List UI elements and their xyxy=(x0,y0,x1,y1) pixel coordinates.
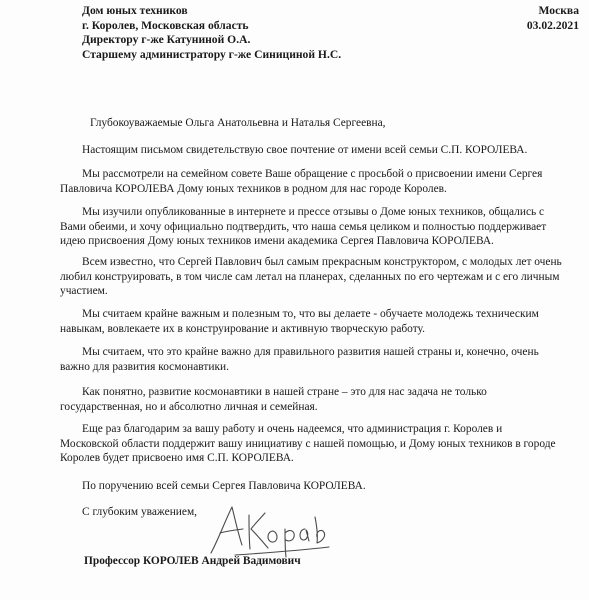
paragraph-line: Павловича КОРОЛЕВА Дому юных техников в родном для нас городе Королев. xyxy=(60,182,447,195)
paragraph-line: Мы изучили опубликованные в интернете и прессе отзывы о Доме юных техников, общались с xyxy=(82,206,545,218)
paragraph-line: Всем известно, что Сергей Павлович был самым прекрасным конструктором, с молодых лет очень xyxy=(82,256,562,268)
paragraph-6 xyxy=(60,345,538,374)
addressee-line: Директору г-же Катуниной О.А. xyxy=(82,33,251,47)
paragraph-line: важно для развития космонавтики. xyxy=(60,360,229,373)
addressee-line: Старшему администратору г-же Синициной Н.С. xyxy=(82,47,342,61)
paragraph-line: Московской области поддержит вашу инициативу с нашей помощью, и Дому юных техников в городе xyxy=(60,437,556,450)
paragraph-8 xyxy=(60,422,556,466)
closing-line: С глубоким уважением, xyxy=(82,506,198,518)
paragraph-line: Вами обеими, и хочу официально подтвердить, что наша семья целиком и полностью поддерживает xyxy=(60,220,547,233)
paragraph-7 xyxy=(60,385,538,414)
paragraph-line: Королев будет присвоено имя С.П. КОРОЛЕВА. xyxy=(60,452,294,465)
paragraph-line: государственная, но и абсолютно личная и семейная. xyxy=(60,400,318,413)
paragraph-5 xyxy=(60,307,538,336)
paragraph-4 xyxy=(60,255,562,299)
paragraph-line: идею присвоения Дому юных техников имени академика Сергея Павловича КОРОЛЕВА. xyxy=(60,235,494,248)
paragraph-line: Настоящим письмом свидетельствую свое почтение от имени всей семьи С.П. КОРОЛЕВА. xyxy=(82,144,528,156)
salutation: Глубокоуважаемые Ольга Анатольевна и Наталья Сергеевна, xyxy=(90,117,386,129)
paragraph-2 xyxy=(60,167,543,196)
paragraph-line: Как понятно, развитие космонавтики в нашей стране – это для нас задача не только xyxy=(82,386,487,398)
paragraph-3 xyxy=(60,205,547,249)
addressee-line: Дом юных техников xyxy=(82,4,188,17)
handwritten-signature xyxy=(205,493,335,563)
paragraph-line: Мы рассмотрели на семейном совете Ваше обращение с просьбой о присвоении имени Сергея xyxy=(82,168,543,180)
city: Москва xyxy=(538,4,579,17)
paragraph-line: Мы считаем крайне важным и полезным то, что вы делаете - обучаете молодежь техническим xyxy=(82,308,539,320)
addressee-line: г. Королев, Московская область xyxy=(82,18,249,32)
place-date-block xyxy=(527,4,579,33)
paragraph-line: навыкам, вовлекаете их в конструирование и активную творческую работу. xyxy=(60,322,425,335)
paragraph-line: Еще раз благодарим за вашу работу и очень надеемся, что администрация г. Королев и xyxy=(82,423,503,435)
date: 03.02.2021 xyxy=(526,18,579,32)
signer-name: Профессор КОРОЛЕВ Андрей Вадимович xyxy=(84,555,301,567)
paragraph-line: Мы считаем, что это крайне важно для правильного развития нашей страны и, конечно, очень xyxy=(82,346,539,358)
addressee-block xyxy=(82,4,341,62)
paragraph-1 xyxy=(60,143,538,158)
paragraph-line: любил конструировать, в том числе сам летал на планерах, сделанных по его чертежам и с его личным xyxy=(60,270,560,283)
paragraph-line: участием. xyxy=(60,285,108,298)
closing-line: По поручению всей семьи Сергея Павловича КОРОЛЕВА. xyxy=(82,480,366,492)
